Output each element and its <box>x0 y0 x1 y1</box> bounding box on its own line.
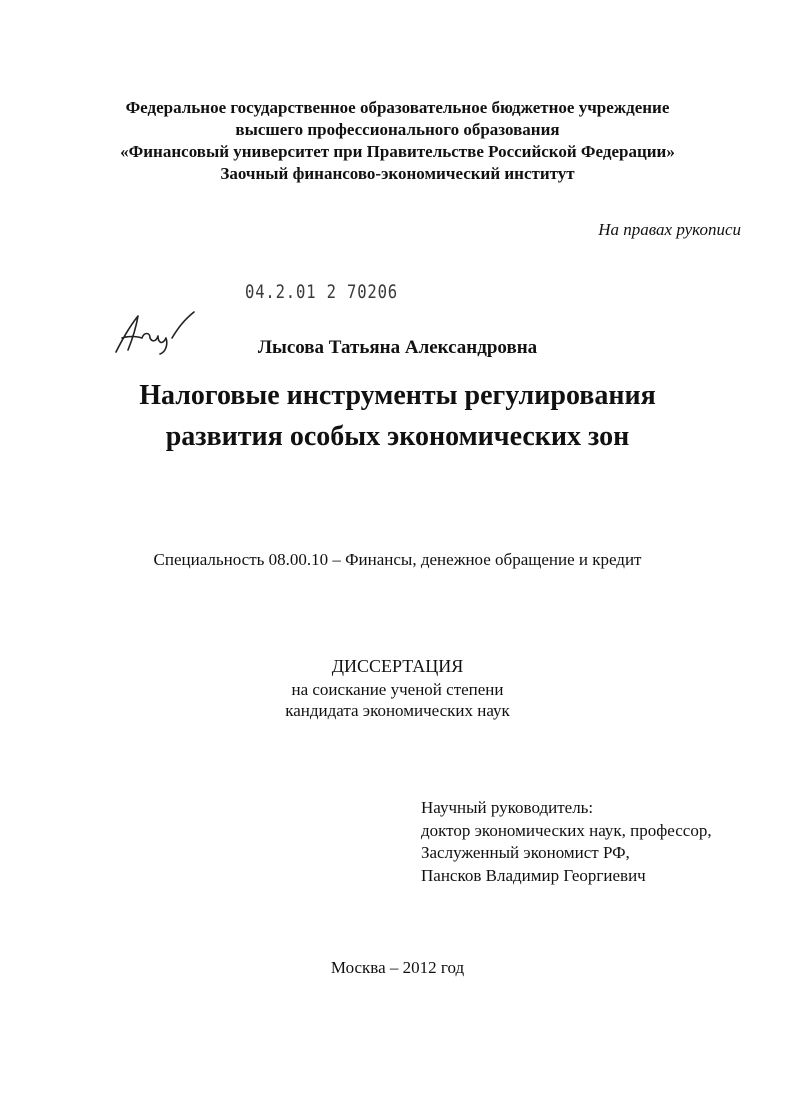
institution-line-1: Федеральное государственное образовательное бюджетное учреждение <box>125 98 670 117</box>
manuscript-note: На правах рукописи <box>598 220 741 239</box>
dissertation-type: ДИССЕРТАЦИЯ <box>331 656 464 676</box>
supervisor-name: Пансков Владимир Георгиевич <box>421 865 646 885</box>
specialty-line: Специальность 08.00.10 – Финансы, денежное обращение и кредит <box>153 550 642 569</box>
author-name: Лысова Татьяна Александровна <box>257 337 538 358</box>
dissertation-title-line-2: развития особых экономических зон <box>165 421 630 452</box>
institution-line-4: Заочный финансово-экономический институт <box>220 164 575 183</box>
supervisor-honor: Заслуженный экономист РФ, <box>421 843 630 862</box>
registration-stamp: 04.2.01 2 70206 <box>245 281 399 303</box>
supervisor-block <box>421 797 712 887</box>
degree-line-1: на соискание ученой степени <box>291 680 504 699</box>
city-year: Москва – 2012 год <box>330 958 465 977</box>
degree-line-2: кандидата экономических наук <box>285 701 510 720</box>
supervisor-degree: доктор экономических наук, профессор, <box>421 820 712 840</box>
dissertation-title-line-1: Налоговые инструменты регулирования <box>139 380 656 411</box>
institution-line-3: «Финансовый университет при Правительстве Российской Федерации» <box>120 142 675 161</box>
institution-line-2: высшего профессионального образования <box>235 120 560 139</box>
supervisor-label: Научный руководитель: <box>421 798 594 817</box>
